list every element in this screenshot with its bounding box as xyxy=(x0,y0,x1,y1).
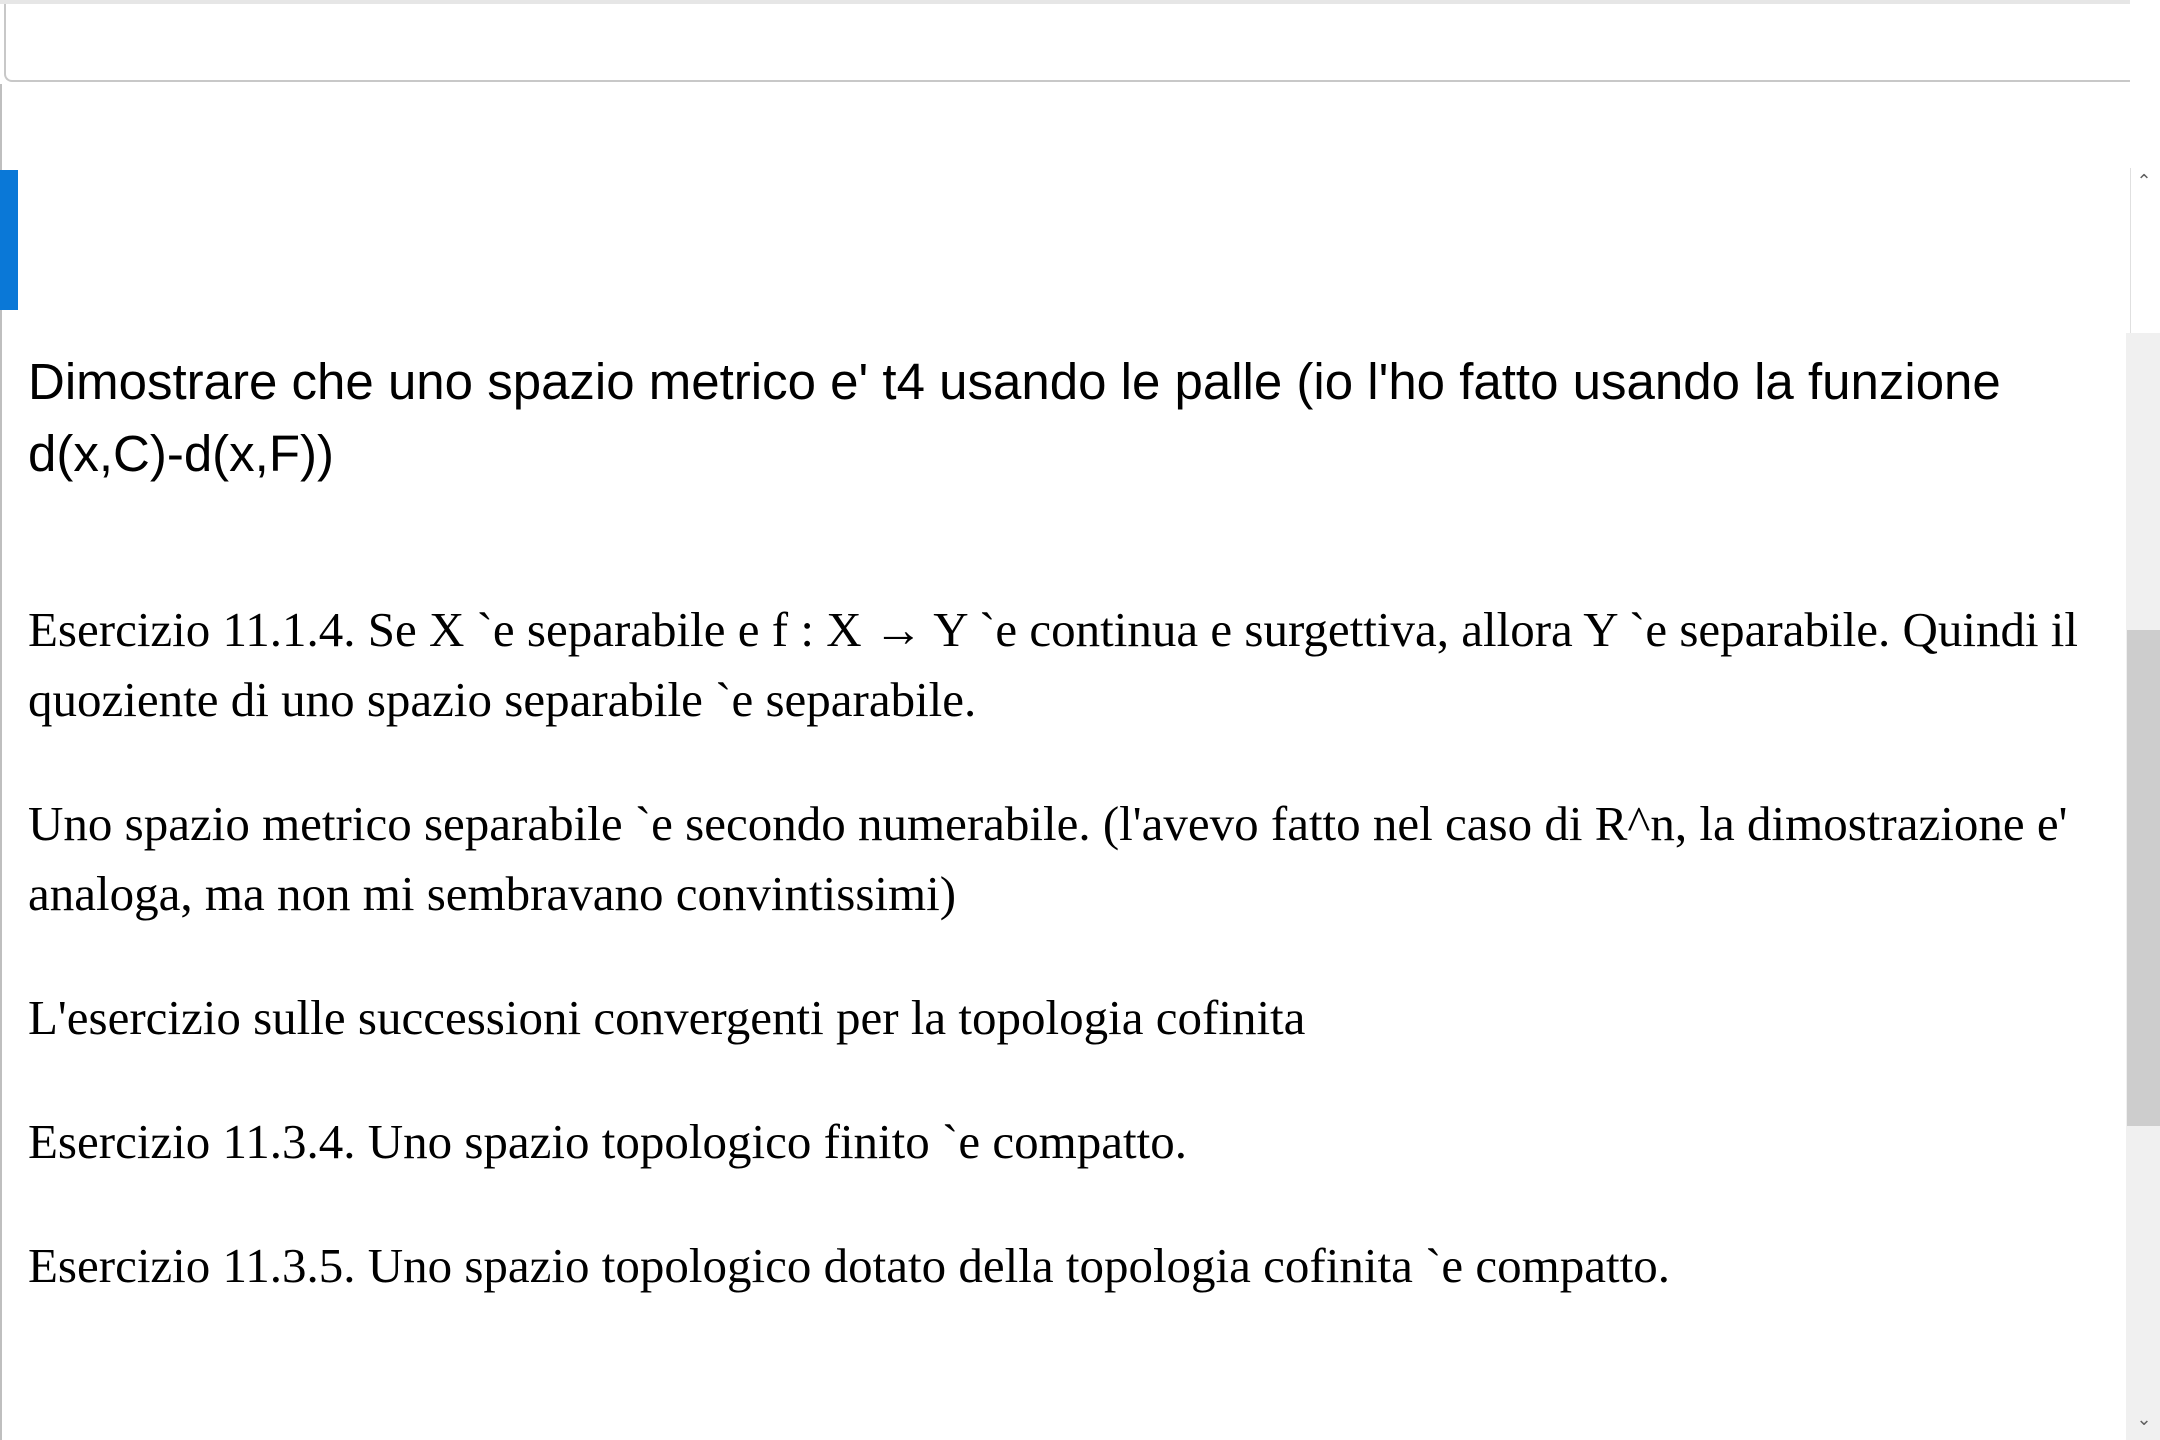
exercise-item: Esercizio 11.3.4. Uno spazio topologico finito `e compatto. xyxy=(28,1114,1187,1169)
question-text: Dimostrare che uno spazio metrico e' t4 usando le palle (io l'ho fatto usando la funzione d(x,C)-d(x,F)) xyxy=(28,353,2001,482)
exercise-item: Esercizio 11.1.4. Se X `e separabile e f : X → Y `e continua e surgettiva, allora Y `e separabile. Quindi il quoziente di uno spazio separabile `e separabile. xyxy=(28,602,2079,727)
exercise-item: Esercizio 11.3.5. Uno spazio topologico dotato della topologia cofinita `e compatto. xyxy=(28,1238,1670,1293)
exercise-item: L'esercizio sulle successioni convergenti per la topologia cofinita xyxy=(28,990,1306,1045)
exercise-item: Uno spazio metrico separabile `e secondo numerabile. (l'avevo fatto nel caso di R^n, la dimostrazione e' analoga, ma non mi sembravano convintissimi) xyxy=(28,796,2068,921)
chevron-down-icon[interactable]: ⌄ xyxy=(2136,1409,2152,1430)
note-content xyxy=(28,346,2118,1355)
right-margin xyxy=(2130,0,2160,168)
chevron-up-icon[interactable]: ⌃ xyxy=(2136,171,2152,192)
selection-indicator xyxy=(0,170,18,310)
scrollbar-thumb[interactable] xyxy=(2127,630,2160,1126)
text-input-box[interactable] xyxy=(4,4,2130,82)
